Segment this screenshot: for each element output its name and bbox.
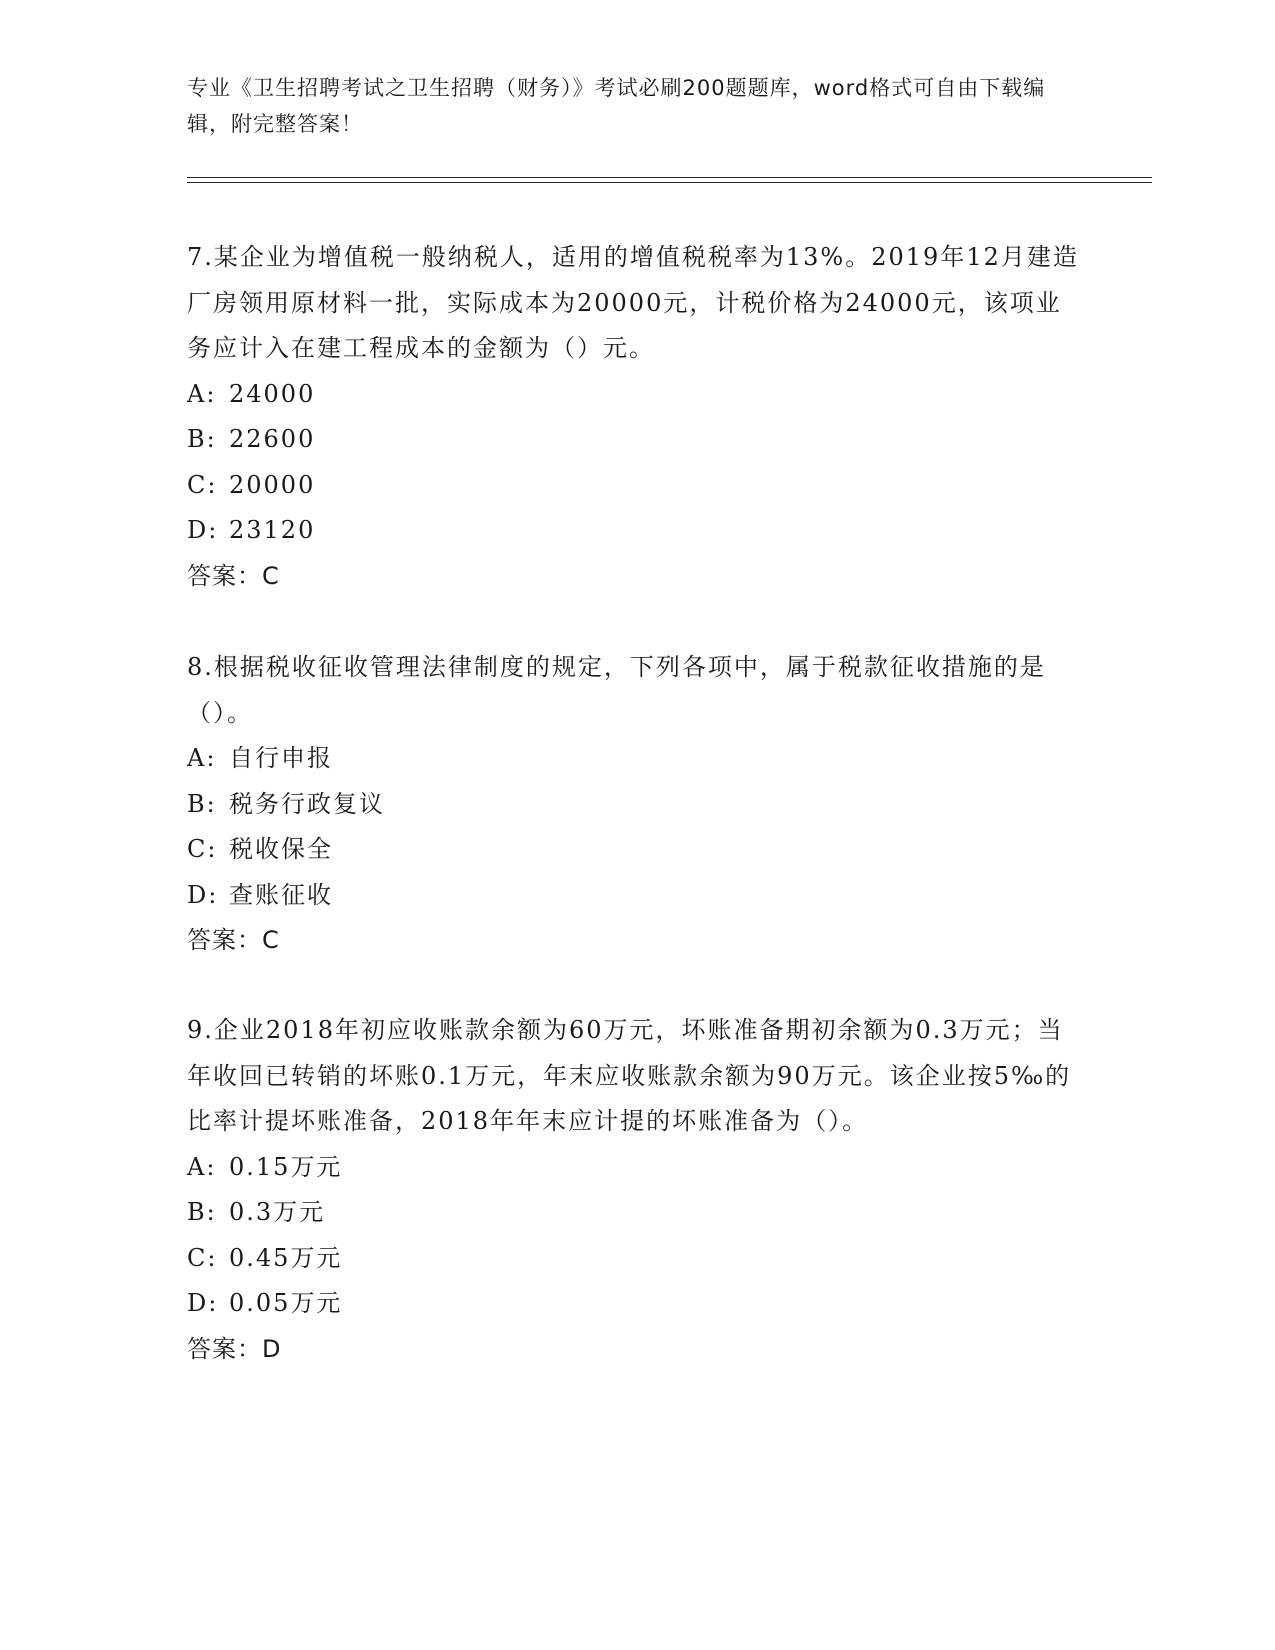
option-letter: C: [187,835,218,863]
option-text: 20000 [229,470,316,499]
answer-line: 答案：C [187,926,280,954]
option-letter: B: [187,1198,217,1226]
option-letter: A: [187,744,217,772]
option-c [187,1236,1087,1282]
option-d [187,508,1087,554]
option-letter: C: [187,470,218,499]
option-text: 0.45万元 [229,1243,343,1272]
option-b [187,782,1087,828]
question-7 [187,235,1087,599]
option-text: 23120 [229,516,316,544]
option-b [187,1190,1087,1236]
option-letter: D: [187,516,219,544]
option-a [187,736,1087,782]
option-c [187,463,1087,509]
option-text: 0.3万元 [229,1198,326,1226]
option-text: 24000 [229,379,316,408]
option-text: 22600 [229,425,316,453]
question-stem: 7.某企业为增值税一般纳税人，适用的增值税税率为13%。2019年12月建造厂房领用原材料一批，实际成本为20000元，计税价格为24000元，该项业务应计入在建工程成本的金额为（）元。 [187,243,1079,362]
answer-line: 答案：D [187,1334,282,1363]
option-d [187,873,1087,919]
document-intro: 专业《卫生招聘考试之卫生招聘（财务）》考试必刷200题题库，word格式可自由下载编辑，附完整答案！ [187,76,1046,136]
option-text: 查账征收 [229,880,333,909]
option-text: 税务行政复议 [229,789,385,818]
option-text: 自行申报 [229,744,333,772]
option-letter: D: [187,1289,219,1317]
question-9 [187,1008,1087,1372]
option-b [187,417,1087,463]
option-text: 0.05万元 [229,1289,343,1317]
option-text: 税收保全 [229,835,333,863]
question-8 [187,645,1087,964]
option-a [187,1145,1087,1191]
answer-line: 答案：C [187,561,280,590]
question-stem: 8.根据税收征收管理法律制度的规定，下列各项中，属于税款征收措施的是（）。 [187,653,1046,727]
option-letter: A: [187,379,217,408]
header-divider-top [187,177,1152,178]
option-letter: B: [187,425,217,453]
option-letter: A: [187,1152,217,1181]
option-letter: C: [187,1243,218,1272]
option-letter: B: [187,789,217,818]
option-d [187,1281,1087,1327]
option-c [187,827,1087,873]
option-letter: D: [187,880,219,909]
question-stem: 9.企业2018年初应收账款余额为60万元，坏账准备期初余额为0.3万元；当年收回已转销的坏账0.1万元，年末应收账款余额为90万元。该企业按5‰的比率计提坏账准备，2018年年末应计提的坏账准备为（）。 [187,1016,1072,1135]
option-text: 0.15万元 [229,1152,343,1181]
option-a [187,372,1087,418]
header-divider-bottom [187,182,1152,183]
